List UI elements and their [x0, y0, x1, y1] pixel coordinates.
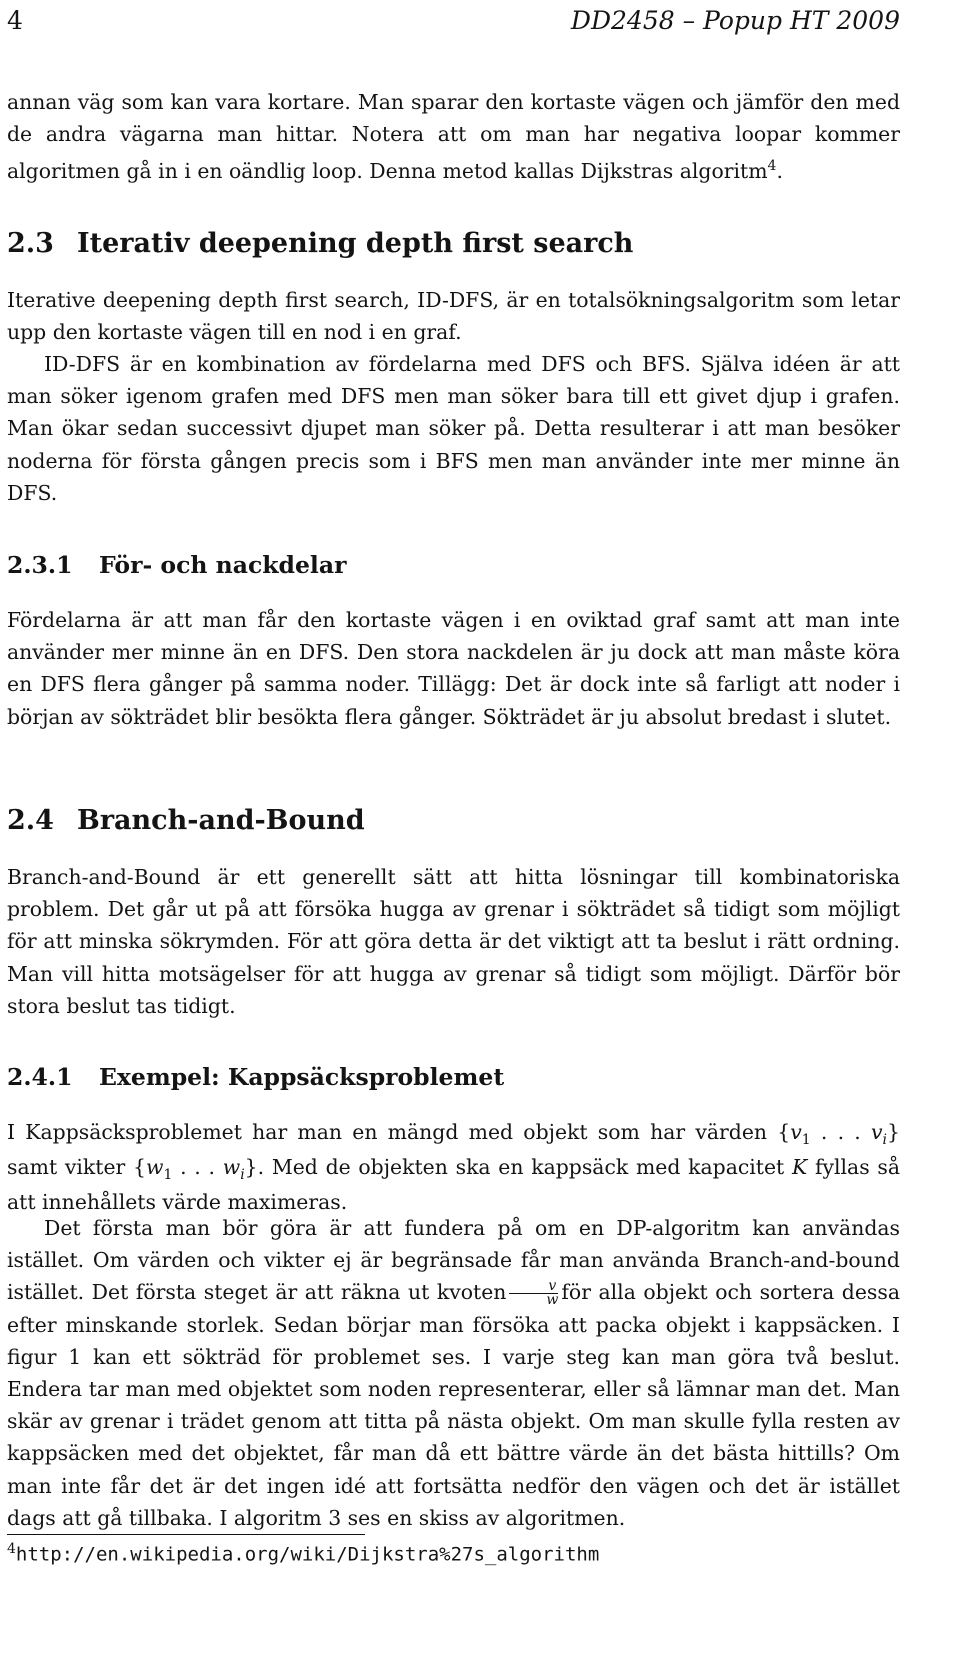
math-subscript: 1	[163, 1167, 173, 1184]
paragraph-algorithm	[7, 1212, 900, 1534]
section-number: 2.4	[7, 805, 54, 836]
paragraph: Branch-and-Bound är ett generellt sätt att hitta lösningar till kombinatoriska problem. Det går ut på att försöka hugga av grenar i sökträdet så tidigt som möjligt för att minska sökrymden. För att göra detta är det viktigt att ta beslut i rätt ordning. Man vill hitta motsägelser för att hugga av grenar så tidigt som möjligt. Därför bör stora beslut tas tidigt.	[7, 865, 900, 1018]
paragraph-text: I Kappsäcksproblemet har man en mängd med objekt som har värden {	[7, 1120, 791, 1144]
paragraph-text: .	[776, 159, 783, 184]
math-symbol: v	[871, 1120, 883, 1144]
math-ellipsis: . . .	[810, 1120, 871, 1144]
section-title: Iterativ deepening depth first search	[77, 228, 634, 259]
paragraph: ID-DFS är en kombination av fördelarna med DFS och BFS. Själva idéen är att man söker igenom grafen med DFS men man söker bara till ett givet djup i grafen. Man ökar sedan successivt djupet man söker på. Detta resulterar i att man besöker noderna för första gången precis som i BFS men man använder inte mer minne än DFS.	[7, 352, 900, 505]
footnote-url[interactable]: http://en.wikipedia.org/wiki/Dijkstra%27s_algorithm	[15, 1543, 600, 1566]
fraction-denominator: w	[546, 1292, 559, 1309]
subsection-heading-2-3-1	[7, 551, 346, 579]
paragraph-knapsack	[7, 1116, 900, 1219]
footnote-reference[interactable]: 4	[767, 158, 777, 175]
running-title: DD2458 – Popup HT 2009	[570, 6, 900, 35]
section-heading-2-4	[7, 805, 365, 836]
section-title: Branch-and-Bound	[77, 805, 365, 836]
paragraph-text: }. Med de objekten ska en kappsäck med kapacitet	[244, 1155, 792, 1180]
section-heading-2-3	[7, 228, 633, 259]
math-ellipsis: . . .	[172, 1155, 223, 1180]
subsection-title: Exempel: Kappsäcksproblemet	[99, 1063, 505, 1091]
page-number: 4	[7, 6, 23, 35]
math-symbol: w	[222, 1155, 241, 1180]
footnote-rule	[7, 1534, 365, 1535]
paragraph-text: Det första man bör göra är att fundera på om en DP-algoritm kan användas istället. Om värden och vikter ej är begränsade får man använda Branch-and-bound istället. Det första steget är att räkna ut kvoten	[7, 1216, 900, 1305]
footnote-mark: 4	[7, 1541, 16, 1557]
math-symbol: K	[791, 1155, 808, 1180]
subsection-heading-2-4-1	[7, 1063, 504, 1091]
paragraph-intro	[7, 86, 900, 187]
footnote	[7, 1541, 599, 1566]
math-subscript: 1	[801, 1132, 811, 1148]
paragraph: Fördelarna är att man får den kortaste vägen i en oviktad graf samt att man inte använder mer minne än en DFS. Den stora nackdelen är ju dock att man måste köra en DFS flera gånger på samma noder. Tillägg: Det är dock inte så farligt att noder i början av sökträdet blir besökta flera gånger. Sökträdet är ju absolut bredast i slutet.	[7, 608, 900, 729]
subsection-title: För- och nackdelar	[99, 551, 347, 579]
math-symbol: w	[145, 1155, 164, 1180]
paragraph-text: annan väg som kan vara kortare. Man sparar den kortaste vägen och jämför den med de andra vägarna man hittar. Notera att om man har negativa loopar kommer algoritmen gå in i en oändlig loop. Denna metod kallas Dijkstras algoritm	[7, 90, 900, 184]
fraction-v-over-w	[509, 1280, 558, 1307]
fraction-numerator: v	[509, 1280, 558, 1294]
running-header	[7, 6, 900, 38]
subsection-number: 2.4.1	[7, 1063, 73, 1091]
section-number: 2.3	[7, 228, 54, 259]
math-symbol: v	[790, 1120, 802, 1144]
paragraph-text: fyllas så att innehållets värde maximeras.	[7, 1155, 901, 1215]
subsection-number: 2.3.1	[7, 551, 73, 579]
paragraph-text: } samt vikter {	[7, 1120, 900, 1180]
math-subscript: i	[240, 1167, 245, 1184]
paragraph-text: för alla objekt och sortera dessa efter minskande storlek. Sedan börjar man försöka att packa objekt i kappsäcken. I figur 1 kan ett sökträd för problemet ses. I varje steg kan man göra två beslut. Endera tar man med objektet som noden representerar, eller så lämnar man det. Man skär av grenar i trädet genom att titta på nästa objekt. Om man skulle fylla resten av kappsäcken med det objektet, får man då ett bättre värde än det bästa hittills? Om man inte får det är det ingen idé att fortsätta nedför den vägen och det är istället dags att gå tillbaka. I algoritm 3 ses en skiss av algoritmen.	[7, 1280, 900, 1530]
paragraph: Iterative deepening depth first search, ID-DFS, är en totalsökningsalgoritm som letar upp den kortaste vägen till en nod i en graf.	[7, 288, 900, 345]
math-subscript: i	[882, 1132, 888, 1148]
